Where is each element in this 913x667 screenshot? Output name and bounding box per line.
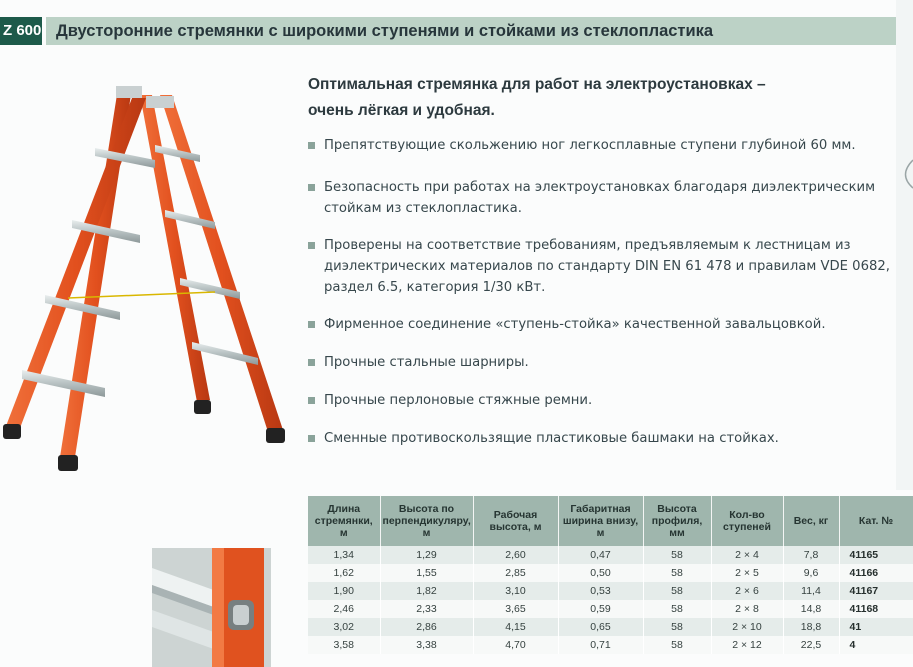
cell: 58 — [643, 636, 711, 654]
col-header: Высота профиля, мм — [643, 496, 711, 546]
col-header: Кол-во ступеней — [711, 496, 783, 546]
feature-item: Безопасность при работах на электроустановках благодаря диэлектрическим стойкам из стеклопластика. — [308, 177, 898, 219]
section-title: Двусторонние стремянки с широкими ступенями и стойками из стеклопластика — [56, 22, 714, 40]
intro-line-1: Оптимальная стремянка для работ на электроустановках – — [308, 76, 766, 93]
cell: 3,38 — [380, 636, 473, 654]
intro-line-2: очень лёгкая и удобная. — [308, 102, 495, 119]
section-header — [0, 14, 913, 48]
catalog-number: 41166 — [839, 564, 913, 582]
table-header-row — [308, 496, 913, 546]
table-row — [308, 582, 913, 600]
cell: 3,65 — [473, 600, 558, 618]
cell: 58 — [643, 564, 711, 582]
cell: 1,62 — [308, 564, 380, 582]
title-band — [46, 17, 913, 45]
cell: 2 × 12 — [711, 636, 783, 654]
col-header: Высота по перпендикуляру, м — [380, 496, 473, 546]
cell: 2 × 5 — [711, 564, 783, 582]
feature-item: Прочные стальные шарниры. — [308, 352, 898, 373]
feature-list — [308, 135, 898, 449]
cell: 3,10 — [473, 582, 558, 600]
product-code-badge: Z 600 — [0, 17, 42, 45]
cell: 0,65 — [558, 618, 643, 636]
bullet-icon — [308, 142, 315, 149]
cell: 3,02 — [308, 618, 380, 636]
cell: 2,85 — [473, 564, 558, 582]
cell: 9,6 — [783, 564, 839, 582]
cell: 0,47 — [558, 546, 643, 564]
table-row — [308, 564, 913, 582]
table-row — [308, 618, 913, 636]
cell: 1,82 — [380, 582, 473, 600]
cell: 2 × 10 — [711, 618, 783, 636]
ladder-image — [0, 70, 300, 490]
cell: 11,4 — [783, 582, 839, 600]
cell: 58 — [643, 600, 711, 618]
cell: 0,71 — [558, 636, 643, 654]
cell: 58 — [643, 546, 711, 564]
feature-item: Препятствующие скольжению ног легкосплавные ступени глубиной 60 мм. — [308, 135, 898, 156]
feature-item: Прочные перлоновые стяжные ремни. — [308, 390, 898, 411]
cell: 1,90 — [308, 582, 380, 600]
bullet-icon — [308, 184, 315, 191]
cell: 58 — [643, 618, 711, 636]
col-header: Габаритная ширина внизу, м — [558, 496, 643, 546]
cell: 22,5 — [783, 636, 839, 654]
cell: 0,50 — [558, 564, 643, 582]
bullet-icon — [308, 321, 315, 328]
bullet-icon — [308, 435, 315, 442]
step-joint-detail-image — [152, 548, 271, 667]
cell: 1,55 — [380, 564, 473, 582]
cell: 2 × 8 — [711, 600, 783, 618]
cell: 18,8 — [783, 618, 839, 636]
table-row — [308, 600, 913, 618]
cell: 1,34 — [308, 546, 380, 564]
cell: 4,15 — [473, 618, 558, 636]
table-row — [308, 546, 913, 564]
page-edge-decoration — [896, 0, 913, 490]
cell: 2,46 — [308, 600, 380, 618]
cell: 2 × 6 — [711, 582, 783, 600]
col-header: Кат. № — [839, 496, 913, 546]
bullet-icon — [308, 397, 315, 404]
spec-table — [308, 496, 913, 654]
feature-item: Проверены на соответствие требованиям, предъявляемым к лестницам из диэлектрических материалов по стандарту DIN EN 61 478 и правилам VDE 0682, раздел 6.5, категория 1/30 кВт. — [308, 235, 898, 298]
cell: 2,60 — [473, 546, 558, 564]
feature-item: Сменные противоскользящие пластиковые башмаки на стойках. — [308, 428, 898, 449]
cell: 2,86 — [380, 618, 473, 636]
cell: 0,59 — [558, 600, 643, 618]
bullet-icon — [308, 359, 315, 366]
bullet-icon — [308, 242, 315, 249]
cell: 2 × 4 — [711, 546, 783, 564]
cell: 7,8 — [783, 546, 839, 564]
catalog-number: 41165 — [839, 546, 913, 564]
cell: 1,29 — [380, 546, 473, 564]
catalog-number: 41 — [839, 618, 913, 636]
cell: 3,58 — [308, 636, 380, 654]
cell: 58 — [643, 582, 711, 600]
col-header: Рабочая высота, м — [473, 496, 558, 546]
cell: 4,70 — [473, 636, 558, 654]
cell: 0,53 — [558, 582, 643, 600]
table-row — [308, 636, 913, 654]
cell: 14,8 — [783, 600, 839, 618]
catalog-number: 41167 — [839, 582, 913, 600]
intro-text — [308, 72, 788, 124]
catalog-number: 41168 — [839, 600, 913, 618]
catalog-number: 4 — [839, 636, 913, 654]
col-header: Вес, кг — [783, 496, 839, 546]
col-header: Длина стремянки, м — [308, 496, 380, 546]
cell: 2,33 — [380, 600, 473, 618]
feature-item: Фирменное соединение «ступень-стойка» качественной завальцовкой. — [308, 314, 898, 335]
